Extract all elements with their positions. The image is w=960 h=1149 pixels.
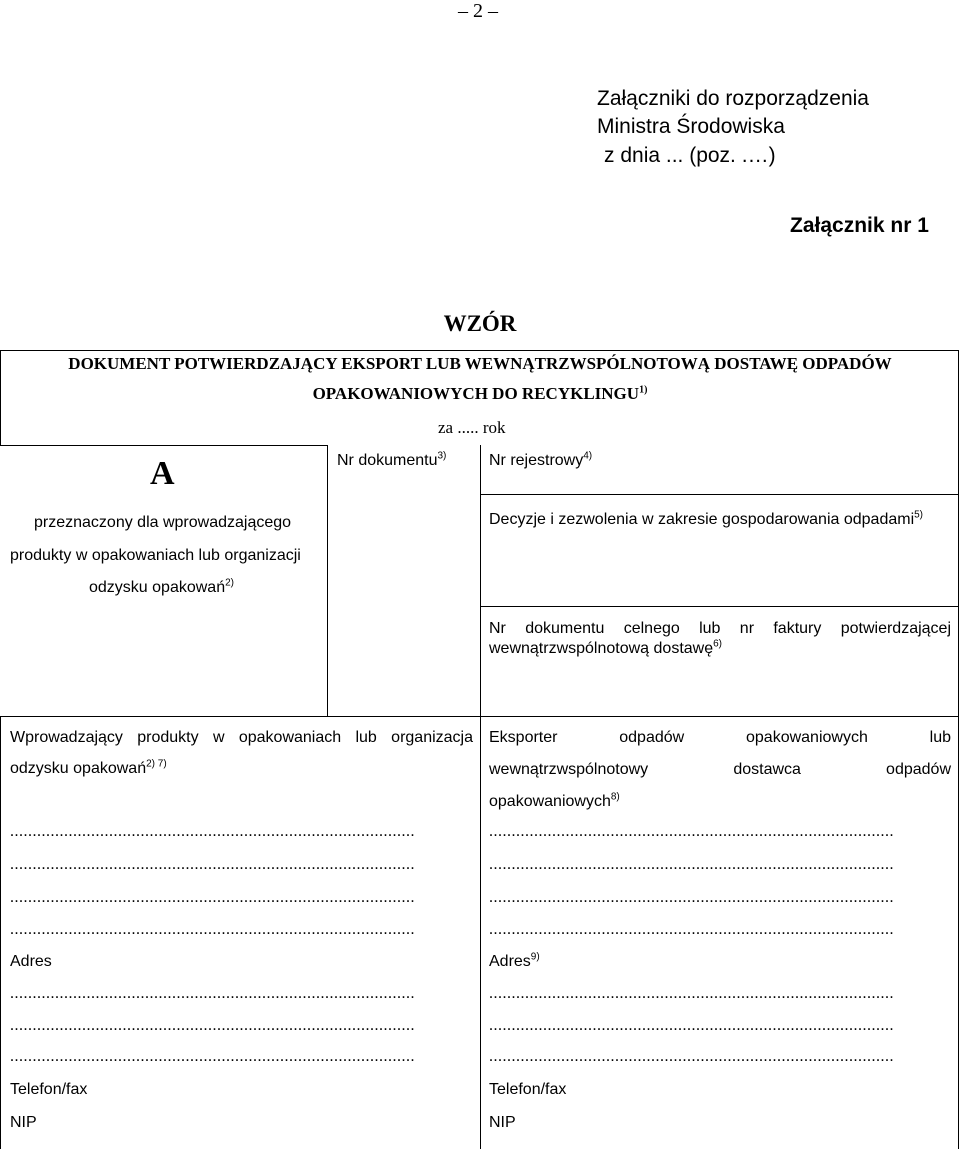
form-top-border: [0, 350, 959, 351]
registry-number-label: Nr rejestrowy: [489, 452, 584, 469]
document-title-line1: DOKUMENT POTWIERDZAJĄCY EKSPORT LUB WEWNĄTRZWSPÓLNOTOWĄ DOSTAWĘ ODPADÓW: [68, 354, 892, 373]
left-phone-label: Telefon/fax: [10, 1081, 88, 1098]
customs-line1: Nr dokumentu celnego lub nr faktury potwierdzającej: [489, 620, 951, 637]
registry-number-field: [489, 452, 592, 470]
right-party-line1: Eksporter odpadów opakowaniowych lub: [489, 729, 951, 746]
document-title-line2: [0, 384, 960, 404]
row-divider-customs: [480, 606, 959, 607]
left-party-dots-1: ..........................................................................................: [10, 823, 415, 840]
section-letter: A: [150, 455, 175, 492]
right-nip-label: NIP: [489, 1114, 516, 1131]
form-right-border: [958, 350, 959, 1149]
right-address-dots-2: ..........................................................................................: [489, 1017, 894, 1034]
customs-line2-field: [489, 640, 722, 658]
right-party-line3: opakowaniowych: [489, 793, 611, 810]
page-number: – 2 –: [458, 0, 498, 22]
column-divider-reg: [480, 445, 481, 1149]
form-left-border: [0, 716, 1, 1149]
intended-line3-text: odzysku opakowań: [89, 579, 226, 596]
right-party-dots-1: ..........................................................................................: [489, 823, 894, 840]
left-party-line1: Wprowadzający produkty w opakowaniach lub organizacja: [10, 729, 473, 746]
right-party-dots-2: ..........................................................................................: [489, 856, 894, 873]
annex-header-line3: z dnia ... (poz. .…): [604, 144, 776, 167]
footnote-ref: 4): [583, 450, 593, 462]
decisions-label: Decyzje i zezwolenia w zakresie gospodarowania odpadami: [489, 511, 915, 528]
row-divider-parties: [0, 716, 959, 717]
left-party-dots-4: ..........................................................................................: [10, 921, 415, 938]
right-party-line3-field: [489, 793, 620, 811]
left-party-dots-2: ..........................................................................................: [10, 856, 415, 873]
row-divider-decisions: [480, 494, 959, 495]
left-party-dots-3: ..........................................................................................: [10, 889, 415, 906]
form-label: WZÓR: [443, 311, 517, 336]
intended-line1: przeznaczony dla wprowadzającego: [34, 514, 292, 531]
annex-header-line1: Załączniki do rozporządzenia: [597, 87, 869, 110]
column-divider-doc: [327, 445, 328, 717]
footnote-ref: 8): [610, 791, 620, 803]
right-address-dots-3: ..........................................................................................: [489, 1048, 894, 1065]
footnote-ref: 2): [225, 577, 234, 589]
doc-number-label: Nr dokumentu: [337, 452, 438, 469]
footnote-ref: 5): [914, 509, 924, 521]
left-party-line2-field: [10, 760, 167, 778]
intended-line3: [89, 579, 234, 597]
left-address-dots-3: ..........................................................................................: [10, 1048, 415, 1065]
left-address-label: Adres: [10, 953, 52, 970]
header-left-border: [0, 350, 1, 445]
header-divider: [0, 445, 327, 446]
right-party-dots-3: ..........................................................................................: [489, 889, 894, 906]
right-address-field: [489, 953, 540, 971]
left-address-dots-2: ..........................................................................................: [10, 1017, 415, 1034]
intended-line2: produkty w opakowaniach lub organizacji: [10, 547, 301, 564]
left-party-line2: odzysku opakowań: [10, 760, 147, 777]
year-line: za ..... rok: [438, 418, 506, 437]
right-party-dots-4: ..........................................................................................: [489, 921, 894, 938]
decisions-field: [489, 511, 923, 529]
customs-line2: wewnątrzwspólnotową dostawę: [489, 640, 714, 657]
annex-header-line2: Ministra Środowiska: [597, 115, 785, 138]
footnote-ref: 2) 7): [146, 758, 167, 770]
footnote-ref: 9): [530, 951, 540, 963]
footnote-ref: 1): [639, 384, 648, 396]
right-phone-label: Telefon/fax: [489, 1081, 567, 1098]
left-address-dots-1: ..........................................................................................: [10, 985, 415, 1002]
right-address-label: Adres: [489, 953, 531, 970]
doc-number-field: [337, 452, 446, 470]
document-title-line2-text: OPAKOWANIOWYCH DO RECYKLINGU: [312, 384, 640, 403]
footnote-ref: 6): [713, 638, 723, 650]
annex-number: Załącznik nr 1: [790, 214, 929, 237]
right-address-dots-1: ..........................................................................................: [489, 985, 894, 1002]
footnote-ref: 3): [437, 450, 447, 462]
right-party-line2: wewnątrzwspólnotowy dostawca odpadów: [489, 761, 951, 778]
left-nip-label: NIP: [10, 1114, 37, 1131]
